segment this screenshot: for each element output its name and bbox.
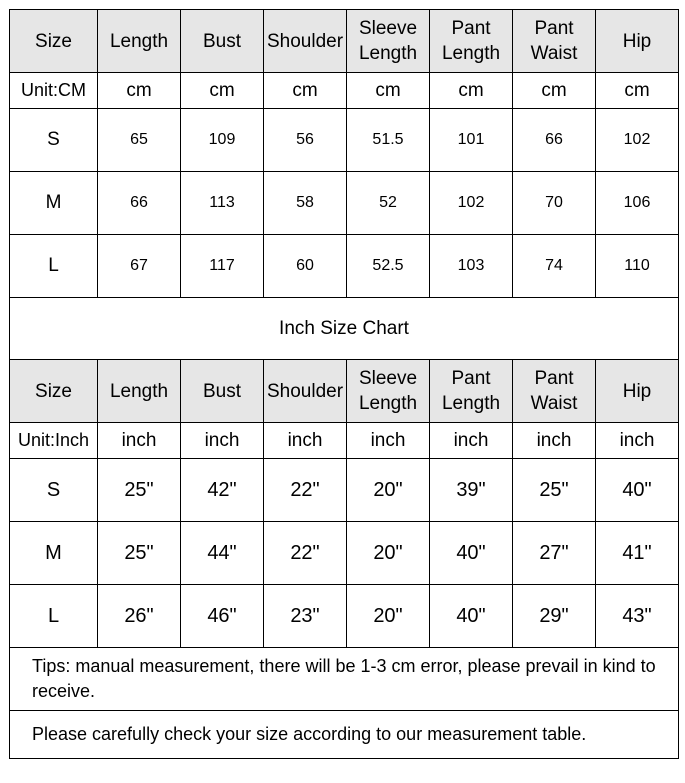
column-header <box>10 360 98 423</box>
measurement-cell: 22" <box>264 459 347 522</box>
column-header-line: Sleeve <box>358 368 418 389</box>
measurement-cell: 58 <box>264 172 347 235</box>
measurement-cell: 65 <box>98 109 181 172</box>
column-header-line: Sleeve <box>358 18 418 39</box>
measurement-cell: 52.5 <box>347 235 430 298</box>
column-header-line: Bust <box>202 380 242 402</box>
table-row <box>10 459 679 522</box>
measurement-cell: 26" <box>98 585 181 648</box>
column-header <box>264 10 347 73</box>
column-header-line: Waist <box>530 43 578 64</box>
measurement-cell: 40" <box>430 585 513 648</box>
measurement-cell: 40" <box>596 459 679 522</box>
table-row <box>10 585 679 648</box>
measurement-cell: 20" <box>347 585 430 648</box>
size-chart-table <box>9 9 679 759</box>
measurement-cell: 110 <box>596 235 679 298</box>
check-size-note: Please carefully check your size according to our measurement table. <box>10 711 679 759</box>
column-header <box>430 360 513 423</box>
column-header <box>596 360 679 423</box>
column-header-line: Shoulder <box>266 380 344 402</box>
unit-cell: cm <box>513 73 596 109</box>
column-header <box>98 360 181 423</box>
measurement-cell: 74 <box>513 235 596 298</box>
measurement-cell: 51.5 <box>347 109 430 172</box>
column-header-line: Waist <box>530 393 578 414</box>
unit-label: Unit:CM <box>10 73 98 109</box>
measurement-cell: 103 <box>430 235 513 298</box>
unit-label: Unit:Inch <box>10 423 98 459</box>
unit-cell: inch <box>596 423 679 459</box>
column-header-line: Length <box>109 30 169 52</box>
measurement-cell: 44" <box>181 522 264 585</box>
measurement-cell: 56 <box>264 109 347 172</box>
measurement-cell: 113 <box>181 172 264 235</box>
measurement-cell: 41" <box>596 522 679 585</box>
column-header-line: Length <box>109 380 169 402</box>
column-header <box>430 10 513 73</box>
column-header-line: Length <box>441 393 501 414</box>
measurement-cell: 25" <box>98 522 181 585</box>
measurement-cell: 102 <box>596 109 679 172</box>
unit-cell: cm <box>430 73 513 109</box>
tips-text: Tips: manual measurement, there will be 1-3 cm error, please prevail in kind to receive. <box>10 648 679 711</box>
measurement-cell: 109 <box>181 109 264 172</box>
measurement-cell: 23" <box>264 585 347 648</box>
column-header-line: Bust <box>202 30 242 52</box>
column-header-line: Shoulder <box>266 30 344 52</box>
column-header <box>513 360 596 423</box>
column-header <box>264 360 347 423</box>
measurement-cell: 29" <box>513 585 596 648</box>
unit-cell: cm <box>181 73 264 109</box>
measurement-cell: 106 <box>596 172 679 235</box>
measurement-cell: 43" <box>596 585 679 648</box>
column-header-line: Pant <box>451 368 491 389</box>
notes-section <box>10 648 679 759</box>
column-header <box>181 10 264 73</box>
column-header <box>10 10 98 73</box>
cm-table-section <box>10 10 679 298</box>
measurement-cell: 39" <box>430 459 513 522</box>
measurement-cell: 22" <box>264 522 347 585</box>
measurement-cell: 46" <box>181 585 264 648</box>
size-label: L <box>10 585 98 648</box>
column-header-line: Pant <box>534 368 574 389</box>
measurement-cell: 102 <box>430 172 513 235</box>
column-header-line: Length <box>358 393 418 414</box>
unit-cell: inch <box>513 423 596 459</box>
measurement-cell: 66 <box>513 109 596 172</box>
measurement-cell: 40" <box>430 522 513 585</box>
size-label: M <box>10 522 98 585</box>
unit-cell: cm <box>347 73 430 109</box>
header-row <box>10 360 679 423</box>
size-label: S <box>10 109 98 172</box>
unit-cell: inch <box>181 423 264 459</box>
column-header-line: Hip <box>622 30 652 52</box>
measurement-cell: 20" <box>347 459 430 522</box>
column-header-line: Hip <box>622 380 652 402</box>
measurement-cell: 42" <box>181 459 264 522</box>
unit-cell: cm <box>98 73 181 109</box>
inch-size-chart-title: Inch Size Chart <box>10 298 679 360</box>
header-row <box>10 10 679 73</box>
unit-row <box>10 423 679 459</box>
unit-cell: cm <box>596 73 679 109</box>
measurement-cell: 66 <box>98 172 181 235</box>
measurement-cell: 67 <box>98 235 181 298</box>
column-header-line: Pant <box>534 18 574 39</box>
size-label: L <box>10 235 98 298</box>
column-header <box>596 10 679 73</box>
size-label: M <box>10 172 98 235</box>
unit-cell: cm <box>264 73 347 109</box>
inch-table-section <box>10 360 679 648</box>
inch-title-section <box>10 298 679 360</box>
measurement-cell: 60 <box>264 235 347 298</box>
unit-cell: inch <box>98 423 181 459</box>
column-header <box>98 10 181 73</box>
measurement-cell: 52 <box>347 172 430 235</box>
table-row <box>10 109 679 172</box>
unit-cell: inch <box>347 423 430 459</box>
measurement-cell: 25" <box>513 459 596 522</box>
column-header-line: Pant <box>451 18 491 39</box>
column-header-line: Length <box>441 43 501 64</box>
unit-cell: inch <box>264 423 347 459</box>
column-header-line: Size <box>35 380 72 402</box>
measurement-cell: 70 <box>513 172 596 235</box>
column-header-line: Size <box>35 30 72 52</box>
unit-cell: inch <box>430 423 513 459</box>
measurement-cell: 25" <box>98 459 181 522</box>
table-row <box>10 235 679 298</box>
column-header <box>513 10 596 73</box>
column-header <box>347 360 430 423</box>
measurement-cell: 117 <box>181 235 264 298</box>
measurement-cell: 27" <box>513 522 596 585</box>
measurement-cell: 101 <box>430 109 513 172</box>
column-header-line: Length <box>358 43 418 64</box>
unit-row <box>10 73 679 109</box>
table-row <box>10 522 679 585</box>
column-header <box>347 10 430 73</box>
size-label: S <box>10 459 98 522</box>
table-row <box>10 172 679 235</box>
column-header <box>181 360 264 423</box>
measurement-cell: 20" <box>347 522 430 585</box>
